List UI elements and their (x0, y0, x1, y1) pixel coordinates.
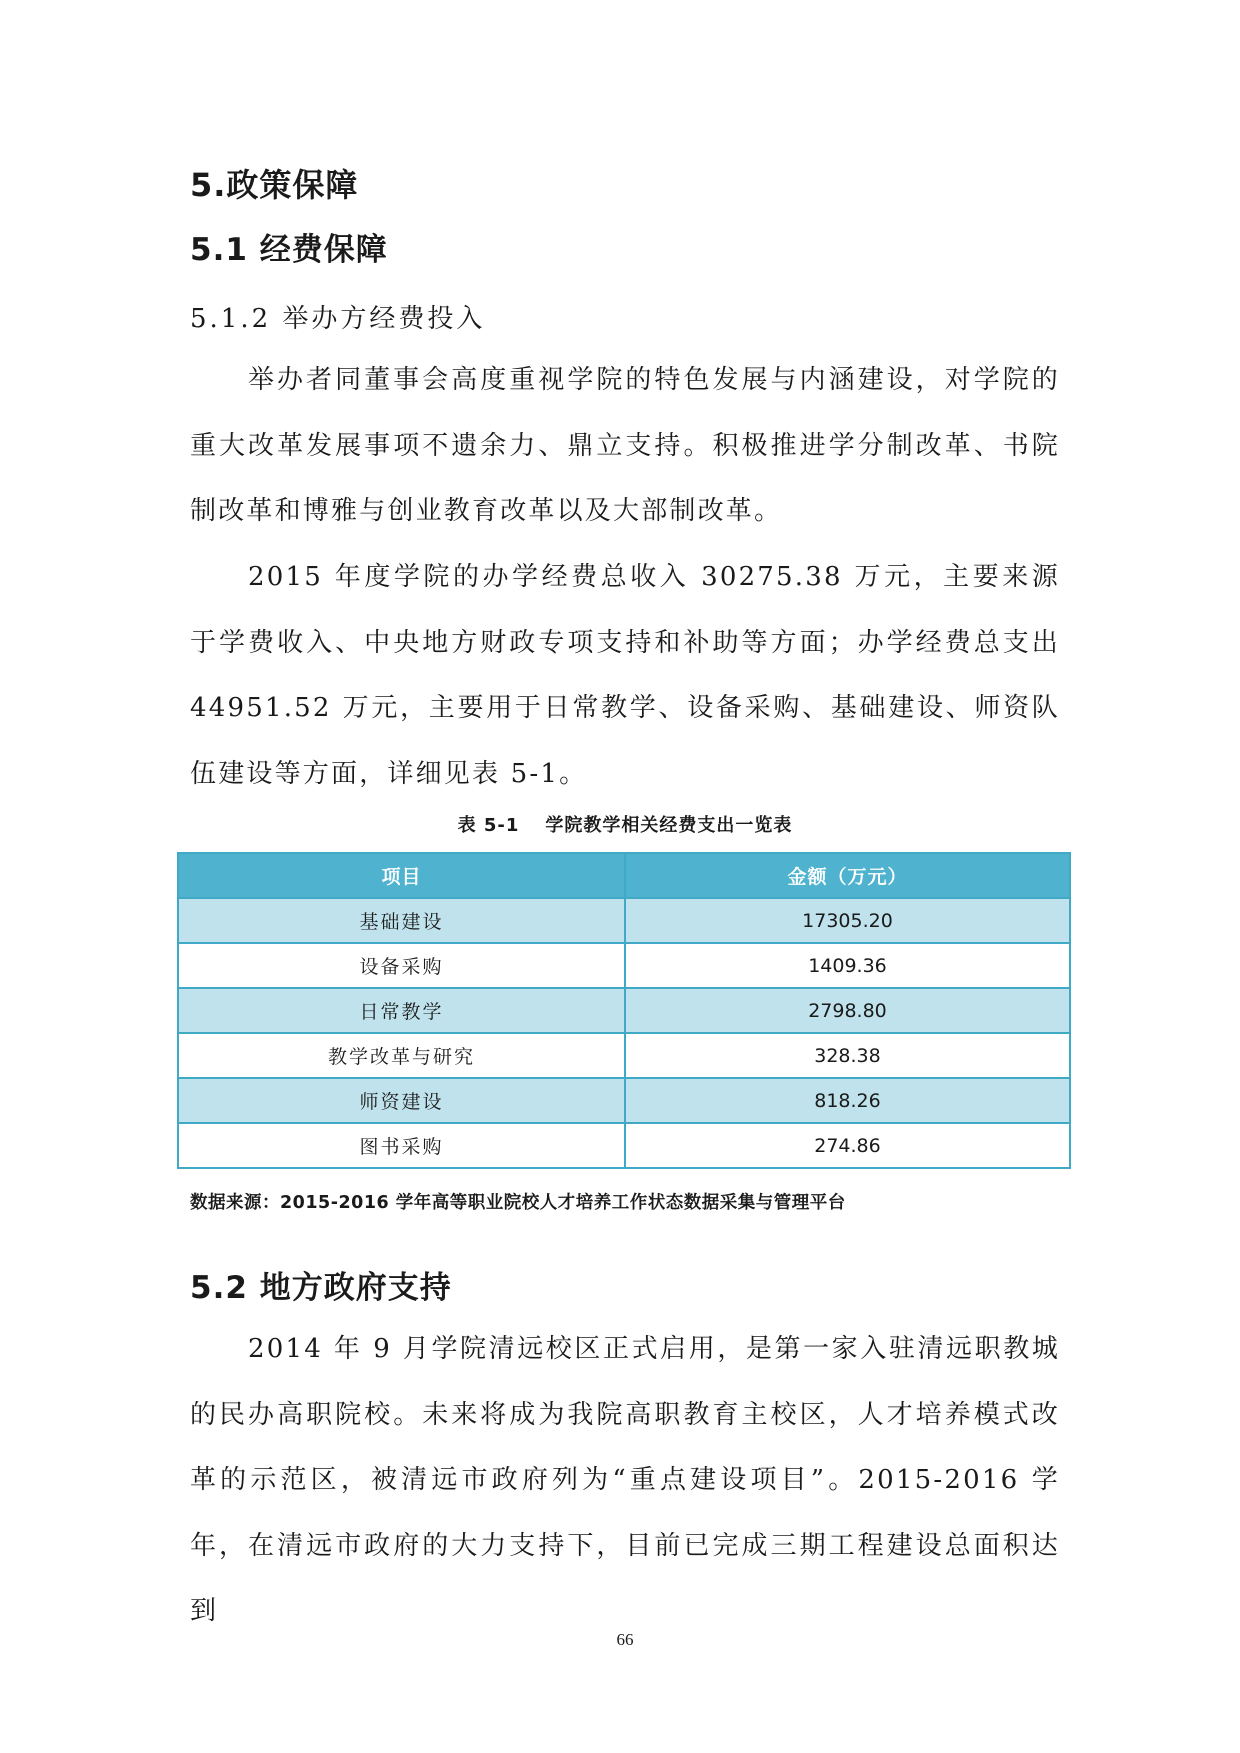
table-data-source: 数据来源：2015-2016 学年高等职业院校人才培养工作状态数据采集与管理平台 (190, 1193, 846, 1213)
table-cell-item: 图书采购 (178, 1123, 625, 1168)
table-row (178, 1033, 1070, 1078)
table-cell-amount: 328.38 (625, 1033, 1070, 1078)
table-cell-item: 日常教学 (178, 988, 625, 1033)
section-heading-5-1: 5.1 经费保障 (190, 232, 388, 268)
table-cell-item: 基础建设 (178, 898, 625, 943)
table-cell-item: 设备采购 (178, 943, 625, 988)
column-header-amount: 金额（万元） (625, 853, 1070, 898)
section-heading-5-2: 5.2 地方政府支持 (190, 1270, 452, 1306)
table-row (178, 898, 1070, 943)
paragraph-sponsor-support: 举办者同董事会高度重视学院的特色发展与内涵建设，对学院的重大改革发展事项不遗余力、鼎立支持。积极推进学分制改革、书院制改革和博雅与创业教育改革以及大部制改革。 (190, 365, 1060, 526)
table-cell-item: 教学改革与研究 (178, 1033, 625, 1078)
table-cell-amount: 2798.80 (625, 988, 1070, 1033)
table-header-row (178, 853, 1070, 898)
table-cell-amount: 274.86 (625, 1123, 1070, 1168)
table-row (178, 1123, 1070, 1168)
table-cell-item: 师资建设 (178, 1078, 625, 1123)
table-row (178, 943, 1070, 988)
table-row (178, 1078, 1070, 1123)
table-caption-title: 学院教学相关经费支出一览表 (545, 815, 793, 836)
table-cell-amount: 818.26 (625, 1078, 1070, 1123)
table-cell-amount: 1409.36 (625, 943, 1070, 988)
table-caption (190, 811, 1060, 837)
page-number: 66 (616, 1630, 634, 1649)
expense-table (177, 852, 1071, 1169)
table-cell-amount: 17305.20 (625, 898, 1070, 943)
paragraph-local-government: 2014 年 9 月学院清远校区正式启用，是第一家入驻清远职教城的民办高职院校。未来将成为我院高职教育主校区，人才培养模式改革的示范区，被清远市政府列为“重点建设项目”。2015-2016 学年，在清远市政府的大力支持下，目前已完成三期工程建设总面积达到 (190, 1334, 1060, 1626)
paragraph-funding-2015: 2015 年度学院的办学经费总收入 30275.38 万元，主要来源于学费收入、中央地方财政专项支持和补助等方面；办学经费总支出44951.52 万元，主要用于日常教学、设备采购、基础建设、师资队伍建设等方面，详细见表 5-1。 (190, 562, 1060, 789)
section-heading-5: 5.政策保障 (190, 166, 359, 204)
subsection-heading-5-1-2: 5.1.2 举办方经费投入 (190, 304, 486, 334)
table-caption-number: 表 5-1 (457, 815, 520, 836)
column-header-item: 项目 (178, 853, 625, 898)
table-row (178, 988, 1070, 1033)
